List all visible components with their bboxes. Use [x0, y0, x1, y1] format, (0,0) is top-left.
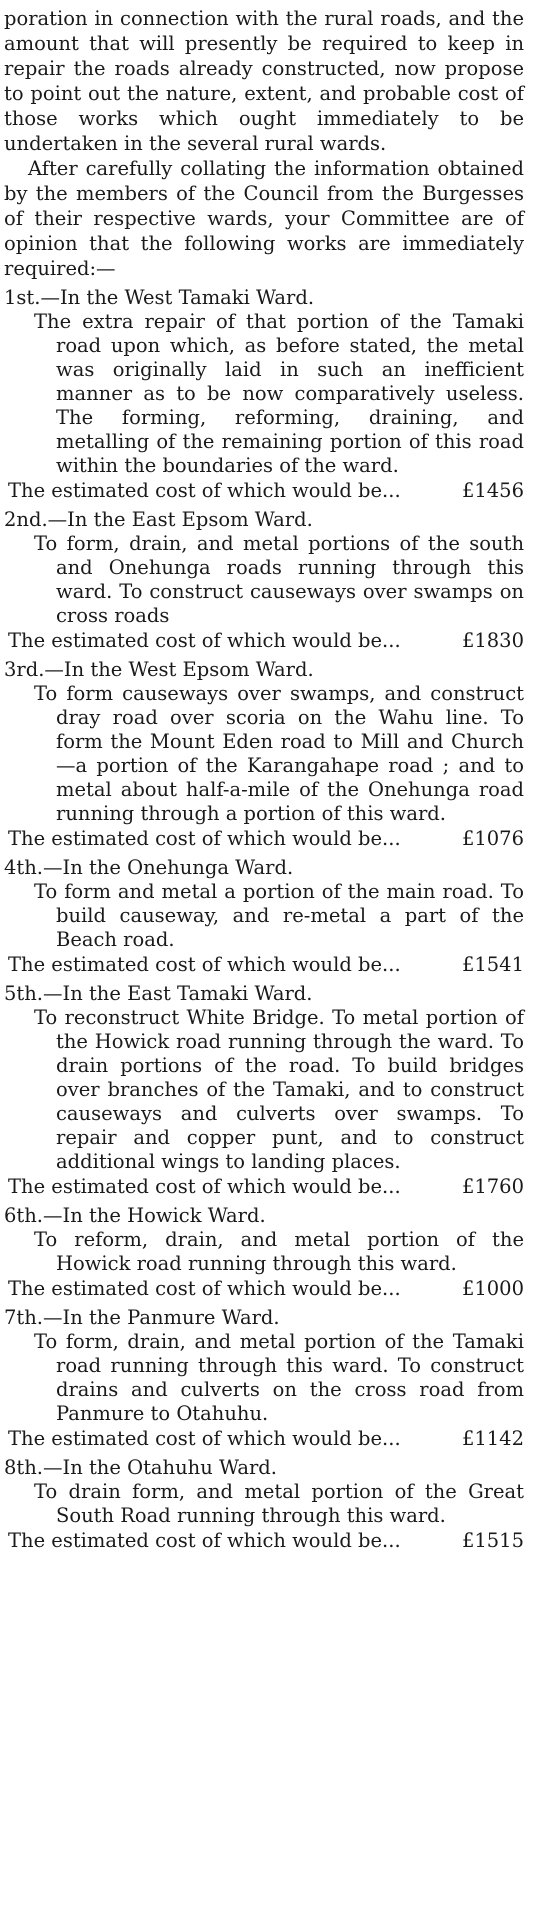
ward-title: 6th.—In the Howick Ward. — [4, 1204, 266, 1227]
cost-label: The estimated cost of which would be... — [8, 1277, 401, 1300]
cost-line — [8, 628, 524, 653]
ward-section-east-epsom — [4, 507, 524, 653]
ward-title: 2nd.—In the East Epsom Ward. — [4, 508, 313, 531]
cost-line — [8, 826, 524, 851]
cost-amount: £1830 — [461, 629, 524, 652]
ward-description: To form and metal a portion of the main road. To build causeway, and re-metal a part of the Beach road. — [34, 880, 524, 951]
cost-label: The estimated cost of which would be... — [8, 953, 401, 976]
cost-amount: £1541 — [461, 953, 524, 976]
ward-description: The extra repair of that portion of the Tamaki road upon which, as before stated, the metal was originally laid in such an inefficient manner as to be now comparatively useless. The forming, reforming, draining, and metalling of the remaining portion of this road within the boundaries of the ward. — [34, 310, 524, 477]
ward-description: To reform, drain, and metal portion of the Howick road running through this ward. — [34, 1228, 524, 1275]
ward-title: 5th.—In the East Tamaki Ward. — [4, 982, 313, 1005]
intro-paragraph: poration in connection with the rural roads, and the amount that will presently be required to keep in repair the roads already constructed, now propose to point out the nature, extent, and probable cost of those works which ought immediately to be undertaken in the several rural wards. — [4, 7, 524, 155]
ward-section-west-epsom — [4, 657, 524, 851]
cost-label: The estimated cost of which would be... — [8, 629, 401, 652]
cost-label: The estimated cost of which would be... — [8, 479, 401, 502]
ward-title: 7th.—In the Panmure Ward. — [4, 1306, 280, 1329]
ward-description: To form, drain, and metal portion of the Tamaki road running through this ward. To construct drains and culverts on the cross road from Panmure to Otahuhu. — [34, 1330, 524, 1425]
committee-paragraph: After carefully collating the information obtained by the members of the Council from the Burgesses of their respective wards, your Committee are of opinion that the following works are immediately required:— — [4, 157, 524, 280]
cost-amount: £1142 — [461, 1427, 524, 1450]
ward-title: 3rd.—In the West Epsom Ward. — [4, 658, 314, 681]
ward-title: 1st.—In the West Tamaki Ward. — [4, 286, 315, 309]
ward-description: To drain form, and metal portion of the Great South Road running through this ward. — [34, 1480, 524, 1527]
ward-section-onehunga — [4, 855, 524, 977]
cost-amount: £1000 — [461, 1277, 524, 1300]
ward-description: To form causeways over swamps, and construct dray road over scoria on the Wahu line. To form the Mount Eden road to Mill and Church—a portion of the Karangahape road ; and to metal about half-a-mile of the Onehunga road running through a portion of this ward. — [34, 682, 524, 825]
cost-label: The estimated cost of which would be... — [8, 1175, 401, 1198]
ward-section-west-tamaki — [4, 285, 524, 503]
cost-amount: £1456 — [461, 479, 524, 502]
cost-label: The estimated cost of which would be... — [8, 1427, 401, 1450]
ward-section-panmure — [4, 1305, 524, 1451]
cost-line — [8, 1528, 524, 1553]
ward-title: 8th.—In the Otahuhu Ward. — [4, 1456, 277, 1479]
ward-description: To reconstruct White Bridge. To metal portion of the Howick road running through the ward. To drain portions of the road. To build bridges over branches of the Tamaki, and to construct causeways and culverts over swamps. To repair and copper punt, and to construct additional wings to landing places. — [34, 1006, 524, 1173]
ward-title: 4th.—In the Onehunga Ward. — [4, 856, 294, 879]
cost-amount: £1076 — [461, 827, 524, 850]
cost-line — [8, 952, 524, 977]
cost-line — [8, 1426, 524, 1451]
cost-line — [8, 478, 524, 503]
cost-line — [8, 1174, 524, 1199]
cost-label: The estimated cost of which would be... — [8, 1529, 401, 1552]
ward-section-otahuhu — [4, 1455, 524, 1553]
cost-amount: £1515 — [461, 1529, 524, 1552]
ward-section-east-tamaki — [4, 981, 524, 1199]
ward-description: To form, drain, and metal portions of the south and Onehunga roads running through this ward. To construct causeways over swamps on cross roads — [34, 532, 524, 627]
cost-line — [8, 1276, 524, 1301]
cost-amount: £1760 — [461, 1175, 524, 1198]
ward-section-howick — [4, 1203, 524, 1301]
cost-label: The estimated cost of which would be... — [8, 827, 401, 850]
